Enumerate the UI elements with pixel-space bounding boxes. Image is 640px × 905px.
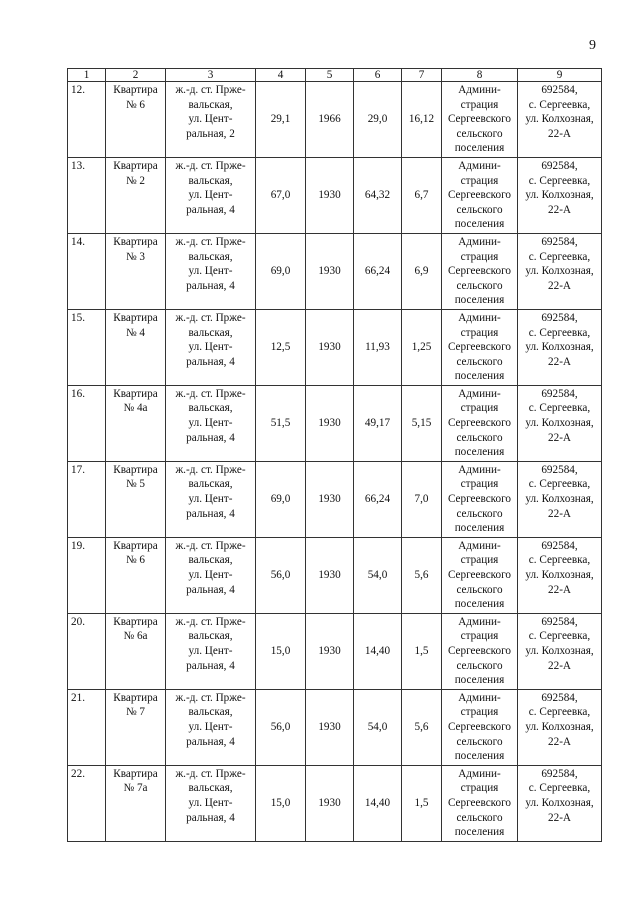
row-number-cell-text: 21. — [71, 691, 85, 704]
column-7-cell-text: 16,12 — [408, 113, 435, 126]
address-cell-text: ж.-д. ст. Прже- вальская, ул. Цент- ральная, 4 — [175, 767, 246, 824]
total-area-cell — [256, 233, 306, 309]
address-cell-text: ж.-д. ст. Прже- вальская, ул. Цент- ральная, 4 — [175, 387, 246, 444]
column-7-cell — [402, 82, 442, 158]
address-cell-text: ж.-д. ст. Прже- вальская, ул. Цент- ральная, 4 — [175, 235, 246, 292]
year-built-cell-text: 1930 — [318, 569, 341, 581]
address-cell — [166, 309, 256, 385]
column-7-cell-text: 5,6 — [414, 569, 429, 581]
owner-address-cell — [518, 689, 602, 765]
apartment-name-cell-text: Квартира № 6 — [113, 539, 158, 567]
living-area-cell-text: 54,0 — [367, 569, 388, 581]
year-built-cell — [306, 309, 354, 385]
owner-address-cell-text: 692584, с. Сергеевка, ул. Колхозная, 22-А — [525, 159, 594, 216]
apartment-name-cell-text: Квартира № 2 — [113, 159, 158, 187]
total-area-cell-text: 67,0 — [270, 189, 291, 202]
table-row — [68, 157, 602, 233]
row-number-cell-text: 13. — [71, 159, 85, 172]
living-area-cell-text: 29,0 — [367, 113, 388, 126]
year-built-cell — [306, 385, 354, 461]
living-area-cell — [354, 157, 402, 233]
apartment-name-cell-text: Квартира № 7 — [113, 691, 158, 719]
living-area-cell-text: 14,40 — [364, 644, 391, 657]
table-body — [68, 82, 602, 842]
living-area-cell-text: 66,24 — [364, 265, 391, 278]
row-number-cell — [68, 385, 106, 461]
column-7-cell-text: 5,15 — [411, 417, 432, 430]
address-cell — [166, 537, 256, 613]
owner-cell — [442, 765, 518, 841]
column-7-cell — [402, 689, 442, 765]
living-area-cell-text: 54,0 — [367, 720, 388, 733]
total-area-cell-text: 69,0 — [270, 265, 291, 278]
header-cell: 6 — [354, 69, 402, 82]
row-number-cell-text: 15. — [71, 311, 85, 324]
table-header — [68, 69, 602, 82]
total-area-cell-text: 69,0 — [270, 493, 291, 506]
owner-cell — [442, 689, 518, 765]
owner-cell — [442, 613, 518, 689]
total-area-cell — [256, 385, 306, 461]
address-cell — [166, 233, 256, 309]
total-area-cell — [256, 689, 306, 765]
column-7-cell — [402, 613, 442, 689]
address-cell-text: ж.-д. ст. Прже- вальская, ул. Цент- ральная, 2 — [175, 84, 246, 140]
year-built-cell-text: 1930 — [318, 417, 341, 430]
living-area-cell — [354, 765, 402, 841]
owner-cell — [442, 537, 518, 613]
row-number-cell — [68, 82, 106, 158]
address-cell-text: ж.-д. ст. Прже- вальская, ул. Цент- ральная, 4 — [175, 463, 246, 520]
owner-cell — [442, 461, 518, 537]
address-cell — [166, 689, 256, 765]
living-area-cell-text: 14,40 — [364, 796, 391, 809]
owner-address-cell — [518, 309, 602, 385]
total-area-cell-text: 15,0 — [270, 796, 291, 809]
address-cell-text: ж.-д. ст. Прже- вальская, ул. Цент- ральная, 4 — [175, 691, 246, 748]
column-7-cell-text: 1,25 — [411, 341, 432, 354]
owner-cell-text: Админи- страция Сергеевского сельского поселения — [447, 767, 512, 839]
table-row — [68, 461, 602, 537]
address-cell-text: ж.-д. ст. Прже- вальская, ул. Цент- ральная, 4 — [175, 159, 246, 216]
owner-cell-text: Админи- страция Сергеевского сельского поселения — [447, 539, 512, 611]
row-number-cell — [68, 613, 106, 689]
column-7-cell-text: 6,9 — [414, 265, 429, 278]
owner-cell-text: Админи- страция Сергеевского сельского поселения — [447, 84, 512, 155]
column-7-cell-text: 5,6 — [414, 720, 429, 733]
address-cell-text: ж.-д. ст. Прже- вальская, ул. Цент- ральная, 4 — [175, 311, 246, 368]
year-built-cell-text: 1930 — [318, 644, 341, 657]
apartment-name-cell — [106, 689, 166, 765]
living-area-cell — [354, 82, 402, 158]
owner-cell — [442, 309, 518, 385]
row-number-cell — [68, 689, 106, 765]
header-cell: 3 — [166, 69, 256, 82]
total-area-cell — [256, 613, 306, 689]
living-area-cell — [354, 233, 402, 309]
row-number-cell — [68, 461, 106, 537]
address-cell — [166, 157, 256, 233]
apartment-name-cell — [106, 157, 166, 233]
row-number-cell — [68, 233, 106, 309]
total-area-cell-text: 51,5 — [270, 417, 291, 430]
address-cell — [166, 385, 256, 461]
owner-address-cell-text: 692584, с. Сергеевка, ул. Колхозная, 22-А — [525, 235, 594, 292]
owner-cell — [442, 233, 518, 309]
header-cell: 1 — [68, 69, 106, 82]
total-area-cell-text: 56,0 — [270, 720, 291, 733]
owner-address-cell — [518, 233, 602, 309]
year-built-cell — [306, 157, 354, 233]
total-area-cell-text: 56,0 — [270, 569, 291, 581]
header-cell: 7 — [402, 69, 442, 82]
total-area-cell — [256, 765, 306, 841]
apartment-name-cell — [106, 233, 166, 309]
owner-address-cell-text: 692584, с. Сергеевка, ул. Колхозная, 22-А — [525, 615, 594, 672]
year-built-cell-text: 1930 — [318, 720, 341, 733]
column-7-cell — [402, 385, 442, 461]
owner-cell — [442, 157, 518, 233]
owner-cell-text: Админи- страция Сергеевского сельского поселения — [447, 387, 512, 459]
row-number-cell — [68, 157, 106, 233]
living-area-cell — [354, 689, 402, 765]
total-area-cell-text: 29,1 — [270, 113, 291, 126]
row-number-cell-text: 22. — [71, 767, 85, 780]
row-number-cell-text: 16. — [71, 387, 85, 400]
column-7-cell — [402, 233, 442, 309]
living-area-cell-text: 64,32 — [364, 189, 391, 202]
year-built-cell-text: 1966 — [318, 113, 341, 126]
header-cell: 8 — [442, 69, 518, 82]
total-area-cell — [256, 82, 306, 158]
row-number-cell-text: 20. — [71, 615, 85, 628]
row-number-cell-text: 19. — [71, 539, 85, 552]
apartment-name-cell-text: Квартира № 6 — [113, 84, 158, 111]
living-area-cell — [354, 309, 402, 385]
year-built-cell-text: 1930 — [318, 493, 341, 506]
year-built-cell — [306, 233, 354, 309]
address-cell — [166, 613, 256, 689]
apartment-name-cell-text: Квартира № 7а — [113, 767, 158, 795]
owner-address-cell — [518, 537, 602, 613]
column-7-cell-text: 6,7 — [414, 189, 429, 202]
apartment-name-cell — [106, 613, 166, 689]
year-built-cell — [306, 461, 354, 537]
living-area-cell — [354, 461, 402, 537]
page-number: 9 — [589, 38, 596, 53]
header-cell: 9 — [518, 69, 602, 82]
table-row — [68, 82, 602, 158]
owner-address-cell-text: 692584, с. Сергеевка, ул. Колхозная, 22-А — [525, 311, 594, 368]
table-row — [68, 613, 602, 689]
owner-address-cell-text: 692584, с. Сергеевка, ул. Колхозная, 22-А — [525, 387, 594, 444]
column-7-cell — [402, 461, 442, 537]
owner-cell-text: Админи- страция Сергеевского сельского поселения — [447, 159, 512, 231]
apartment-name-cell — [106, 461, 166, 537]
owner-cell-text: Админи- страция Сергеевского сельского поселения — [447, 615, 512, 687]
apartment-name-cell — [106, 765, 166, 841]
column-7-cell — [402, 309, 442, 385]
owner-cell-text: Админи- страция Сергеевского сельского поселения — [447, 691, 512, 763]
apartment-name-cell-text: Квартира № 3 — [113, 235, 158, 263]
column-7-cell — [402, 537, 442, 613]
apartment-name-cell-text: Квартира № 4 — [113, 311, 158, 339]
apartment-name-cell-text: Квартира № 4а — [113, 387, 158, 415]
row-number-cell-text: 17. — [71, 463, 85, 476]
total-area-cell-text: 15,0 — [270, 644, 291, 657]
year-built-cell — [306, 765, 354, 841]
apartment-name-cell — [106, 385, 166, 461]
owner-address-cell-text: 692584, с. Сергеевка, ул. Колхозная, 22-А — [525, 767, 594, 824]
column-7-cell-text: 7,0 — [414, 493, 429, 506]
header-cell: 2 — [106, 69, 166, 82]
header-cell: 5 — [306, 69, 354, 82]
living-area-cell-text: 49,17 — [364, 417, 391, 430]
living-area-cell-text: 11,93 — [365, 341, 390, 354]
owner-address-cell — [518, 385, 602, 461]
property-table — [67, 68, 602, 842]
address-cell — [166, 82, 256, 158]
year-built-cell — [306, 82, 354, 158]
year-built-cell — [306, 537, 354, 613]
row-number-cell-text: 12. — [71, 84, 85, 96]
living-area-cell — [354, 613, 402, 689]
owner-address-cell — [518, 157, 602, 233]
living-area-cell — [354, 385, 402, 461]
address-cell — [166, 461, 256, 537]
year-built-cell-text: 1930 — [318, 796, 341, 809]
header-row — [68, 69, 602, 82]
owner-address-cell-text: 692584, с. Сергеевка, ул. Колхозная, 22-А — [525, 539, 594, 596]
row-number-cell — [68, 309, 106, 385]
table-row — [68, 689, 602, 765]
total-area-cell — [256, 461, 306, 537]
row-number-cell-text: 14. — [71, 235, 85, 248]
apartment-name-cell — [106, 82, 166, 158]
total-area-cell — [256, 537, 306, 613]
owner-address-cell-text: 692584, с. Сергеевка, ул. Колхозная, 22-А — [525, 463, 594, 520]
owner-address-cell-text: 692584, с. Сергеевка, ул. Колхозная, 22-А — [525, 84, 594, 140]
year-built-cell-text: 1930 — [318, 189, 341, 202]
row-number-cell — [68, 765, 106, 841]
total-area-cell-text: 12,5 — [270, 341, 291, 354]
owner-address-cell — [518, 765, 602, 841]
owner-cell — [442, 385, 518, 461]
living-area-cell — [354, 537, 402, 613]
address-cell — [166, 765, 256, 841]
apartment-name-cell — [106, 309, 166, 385]
total-area-cell — [256, 157, 306, 233]
column-7-cell-text: 1,5 — [414, 796, 429, 809]
table-row — [68, 309, 602, 385]
owner-address-cell — [518, 82, 602, 158]
address-cell-text: ж.-д. ст. Прже- вальская, ул. Цент- ральная, 4 — [175, 615, 246, 672]
owner-address-cell — [518, 461, 602, 537]
owner-cell-text: Админи- страция Сергеевского сельского поселения — [447, 311, 512, 383]
year-built-cell — [306, 689, 354, 765]
row-number-cell — [68, 537, 106, 613]
header-cell: 4 — [256, 69, 306, 82]
owner-cell — [442, 82, 518, 158]
total-area-cell — [256, 309, 306, 385]
apartment-name-cell — [106, 537, 166, 613]
apartment-name-cell-text: Квартира № 5 — [113, 463, 158, 491]
owner-address-cell — [518, 613, 602, 689]
owner-address-cell-text: 692584, с. Сергеевка, ул. Колхозная, 22-А — [525, 691, 594, 748]
column-7-cell — [402, 765, 442, 841]
table-row — [68, 233, 602, 309]
year-built-cell — [306, 613, 354, 689]
address-cell-text: ж.-д. ст. Прже- вальская, ул. Цент- ральная, 4 — [175, 539, 246, 596]
year-built-cell-text: 1930 — [318, 341, 341, 354]
table-row — [68, 765, 602, 841]
owner-cell-text: Админи- страция Сергеевского сельского поселения — [447, 463, 512, 535]
table-row — [68, 537, 602, 613]
column-7-cell — [402, 157, 442, 233]
apartment-name-cell-text: Квартира № 6а — [113, 615, 158, 643]
table-row — [68, 385, 602, 461]
owner-cell-text: Админи- страция Сергеевского сельского поселения — [447, 235, 512, 307]
year-built-cell-text: 1930 — [318, 265, 341, 278]
living-area-cell-text: 66,24 — [364, 493, 391, 506]
column-7-cell-text: 1,5 — [414, 644, 429, 657]
